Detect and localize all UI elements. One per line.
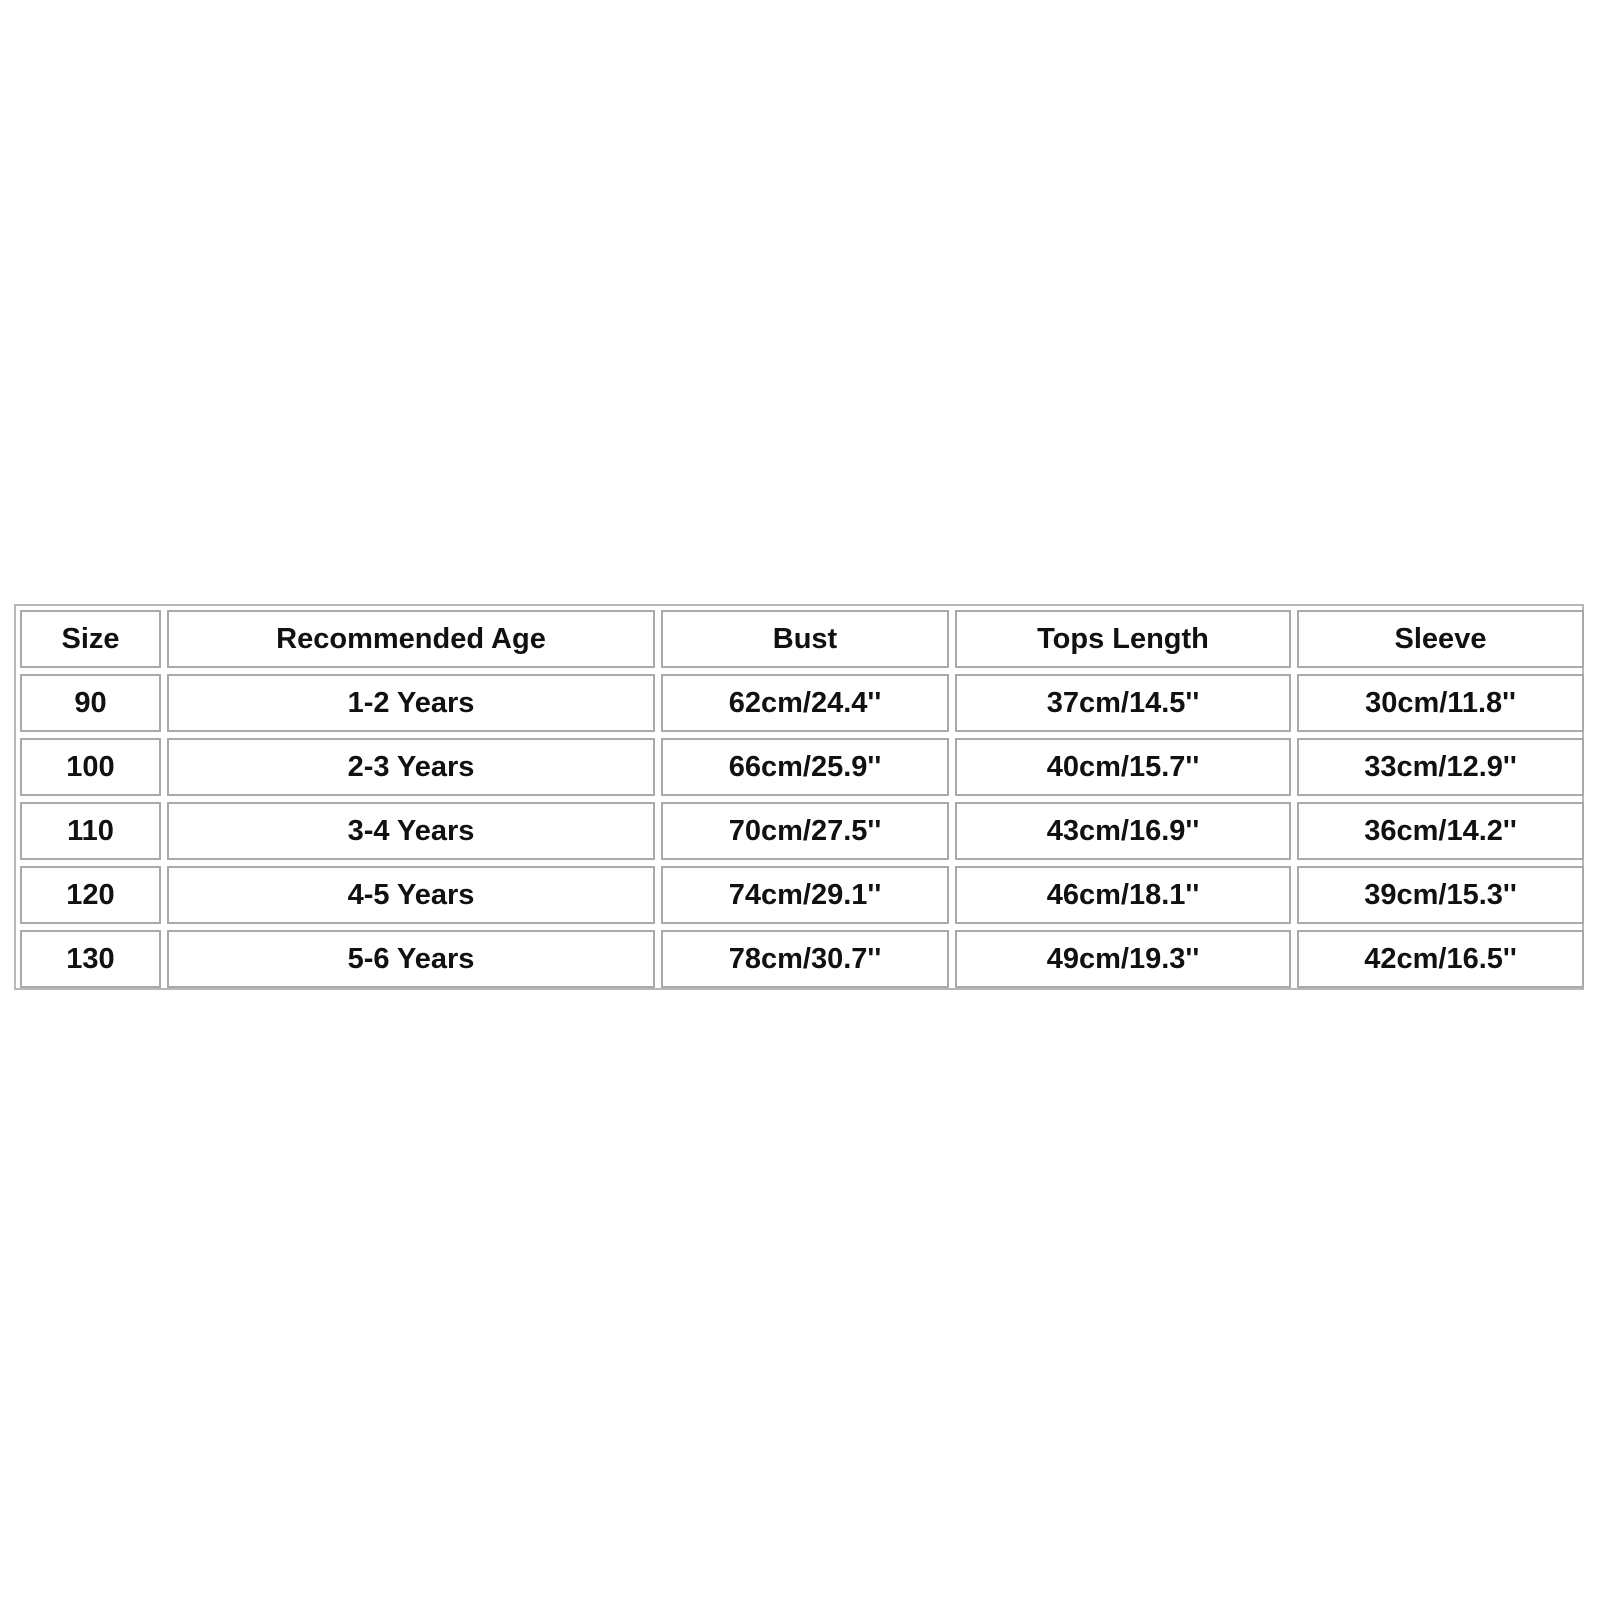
cell-tops-length: 37cm/14.5'' xyxy=(955,674,1291,732)
cell-tops-length: 40cm/15.7'' xyxy=(955,738,1291,796)
header-sleeve: Sleeve xyxy=(1297,610,1584,668)
cell-size: 130 xyxy=(20,930,161,988)
cell-age: 3-4 Years xyxy=(167,802,655,860)
size-chart-table xyxy=(14,604,1590,994)
header-bust: Bust xyxy=(661,610,949,668)
cell-tops-length: 49cm/19.3'' xyxy=(955,930,1291,988)
cell-bust: 66cm/25.9'' xyxy=(661,738,949,796)
cell-size: 110 xyxy=(20,802,161,860)
cell-age: 1-2 Years xyxy=(167,674,655,732)
cell-tops-length: 43cm/16.9'' xyxy=(955,802,1291,860)
header-row xyxy=(20,610,1584,668)
cell-bust: 70cm/27.5'' xyxy=(661,802,949,860)
cell-sleeve: 42cm/16.5'' xyxy=(1297,930,1584,988)
cell-sleeve: 36cm/14.2'' xyxy=(1297,802,1584,860)
header-tops-length: Tops Length xyxy=(955,610,1291,668)
header-size: Size xyxy=(20,610,161,668)
table-row xyxy=(20,802,1584,860)
cell-bust: 62cm/24.4'' xyxy=(661,674,949,732)
table-row xyxy=(20,738,1584,796)
table-row xyxy=(20,866,1584,924)
cell-sleeve: 30cm/11.8'' xyxy=(1297,674,1584,732)
header-recommended-age: Recommended Age xyxy=(167,610,655,668)
cell-tops-length: 46cm/18.1'' xyxy=(955,866,1291,924)
cell-sleeve: 33cm/12.9'' xyxy=(1297,738,1584,796)
cell-age: 2-3 Years xyxy=(167,738,655,796)
cell-age: 4-5 Years xyxy=(167,866,655,924)
cell-age: 5-6 Years xyxy=(167,930,655,988)
cell-bust: 74cm/29.1'' xyxy=(661,866,949,924)
cell-sleeve: 39cm/15.3'' xyxy=(1297,866,1584,924)
table-row xyxy=(20,674,1584,732)
cell-size: 90 xyxy=(20,674,161,732)
size-chart-frame xyxy=(14,604,1584,990)
cell-bust: 78cm/30.7'' xyxy=(661,930,949,988)
table-row xyxy=(20,930,1584,988)
cell-size: 120 xyxy=(20,866,161,924)
cell-size: 100 xyxy=(20,738,161,796)
